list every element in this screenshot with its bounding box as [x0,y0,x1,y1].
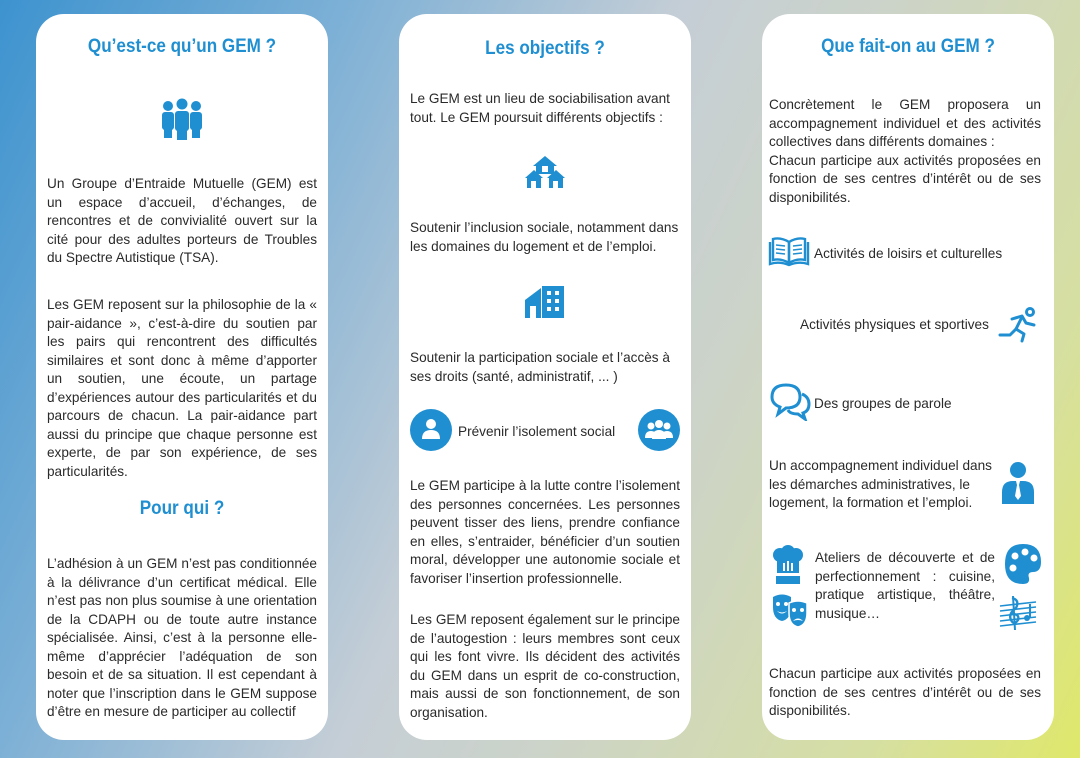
chef-hat-icon [772,545,804,585]
objectives-intro: Le GEM est un lieu de sociabilisation avant tout. Le GEM poursuit différents objectifs : [410,91,670,125]
open-book-icon [768,236,810,268]
houses-icon [524,154,566,190]
theater-masks-icon [770,591,810,631]
objective-isolation: Prévenir l’isolement social [458,424,616,439]
music-staff-icon [998,592,1038,632]
heading-objectives: Les objectifs ? [485,38,605,59]
building-icon [525,284,565,318]
activities-intro: Concrètement le GEM proposera un accompagnement individuel et des activités collectives dans différents domaines : Chacun participe aux activités proposées en fonction de ses centres d’intérêt ou de ses disponibilités. [769,97,1041,205]
activity-leisure: Activités de loisirs et culturelles [814,246,1003,261]
activity-sports: Activités physiques et sportives [800,317,989,332]
objective-participation: Soutenir la participation sociale et l’accès à ses droits (santé, administratif, ... ) [410,350,670,384]
gem-definition-text: Un Groupe d’Entraide Mutuelle (GEM) est un espace d’accueil, d’échanges, de rencontres et de convivialité ouvert sur la cité pour des adultes porteurs de Troubles du Spectre Autistique (TSA). [47,176,317,265]
activities-outro: Chacun participe aux activités proposées en fonction de ses centres d’intérêt ou de ses disponibilités. [769,666,1041,718]
self-management-text: Les GEM reposent également sur le principe de l’autogestion : leurs membres sont ceux qui les font vivre. Ils décident des activités du GEM dans un esprit de co-construction, mais aussi de son fonctionnement, de son organisation. [410,612,680,720]
activity-support: Un accompagnement individuel dans les démarches administratives, le logement, la formation et l’emploi. [769,458,992,510]
panel-objectives [399,14,691,740]
heading-what-is-gem: Qu’est-ce qu’un GEM ? [87,36,277,57]
activity-talk-groups: Des groupes de parole [814,396,952,411]
group-circle-icon [638,409,680,451]
isolation-text: Le GEM participe à la lutte contre l’isolement des personnes concernées. Les personnes peuvent tisser des liens, prendre confiance en elles, s’entraider, bénéficier d’un soutien moral, développer une autonomie sociale et favoriser l’insertion professionnelle. [410,478,680,586]
panel-activities [762,14,1054,740]
heading-activities: Que fait-on au GEM ? [821,36,995,57]
runner-icon [998,307,1038,343]
membership-text: L’adhésion à un GEM n’est pas conditionnée à la délivrance d’un certificat médical. Elle n’est pas non plus soumise à une orientation de la CDAPH ou de toute autre instance spécialisée. Ainsi, c’est à la personne elle-même d’apprécier l’adéquation de son besoin et de sa situation. Il est cependant à noter que l’inscription dans le GEM suppose d’être en mesure de participer au collectif [47,556,317,719]
person-tie-icon [1000,460,1036,504]
heading-for-whom: Pour qui ? [139,498,225,519]
panel-what-is-gem [36,14,328,740]
peer-support-text: Les GEM reposent sur la philosophie de la « pair-aidance », c’est-à-dire du soutien par les pairs qui rencontrent des difficultés similaires et sont donc à même d’apporter un soutien, une écoute, un partage d’expériences autour des particularités et du parcours de chacun. La pair-aidance part aussi du principe que chaque personne est experte, de par son expérience, de ses particularités. [47,297,317,479]
activity-workshops: Ateliers de découverte et de perfectionnement : cuisine, pratique artistique, théâtre, musique… [815,550,995,621]
palette-icon [1003,542,1043,586]
speech-bubbles-icon [768,381,812,421]
person-circle-icon [410,409,452,451]
group-people-icon [160,98,204,140]
objective-inclusion: Soutenir l’inclusion sociale, notamment dans les domaines du logement et de l’emploi. [410,220,679,254]
